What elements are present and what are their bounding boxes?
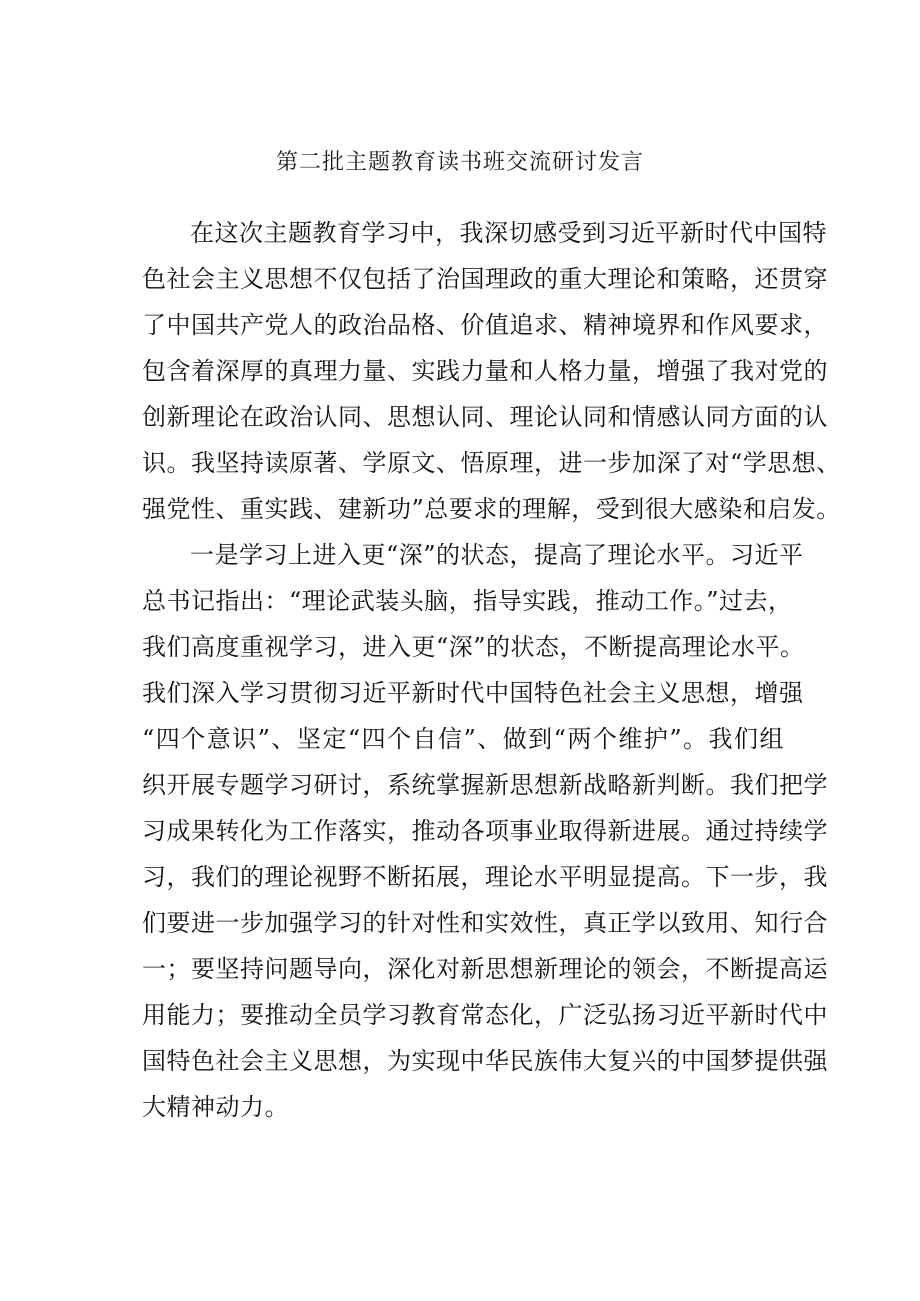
paragraph-line: 创新理论在政治认同、思想认同、理论认同和情感认同方面的认 (142, 403, 828, 431)
paragraph-1 (142, 210, 841, 532)
paragraph-line: 织开展专题学习研讨，系统掌握新思想新战略新判断。我们把学 (142, 771, 828, 799)
paragraph-line: 色社会主义思想不仅包括了治国理政的重大理论和策略，还贯穿 (142, 265, 828, 293)
paragraph-line: 在这次主题教育学习中，我深切感受到习近平新时代中国特 (190, 219, 827, 247)
document-title: 第二批主题教育读书班交流研讨发言 (275, 150, 644, 175)
paragraph-line: 我们深入学习贯彻习近平新时代中国特色社会主义思想，增强 (142, 679, 804, 707)
paragraph-line: 强党性、重实践、建新功”总要求的理解，受到很大感染和启发。 (142, 495, 841, 523)
paragraph-line: 一；要坚持问题导向，深化对新思想新理论的领会，不断提高运 (142, 955, 828, 983)
paragraph-line: 包含着深厚的真理力量、实践力量和人格力量，增强了我对党的 (142, 357, 828, 385)
paragraph-line: 我们高度重视学习，进入更“深”的状态，不断提高理论水平。 (142, 633, 805, 661)
paragraph-line: 们要进一步加强学习的针对性和实效性，真正学以致用、知行合 (142, 909, 828, 937)
paragraph-line: 大精神动力。 (142, 1093, 289, 1121)
paragraph-line: 用能力；要推动全员学习教育常态化，广泛弘扬习近平新时代中 (142, 1001, 828, 1029)
paragraph-line: 国特色社会主义思想，为实现中华民族伟大复兴的中国梦提供强 (142, 1047, 828, 1075)
paragraph-line: 习，我们的理论视野不断拓展，理论水平明显提高。下一步，我 (142, 863, 828, 891)
paragraph-line: 一是学习上进入更“深”的状态，提高了理论水平。习近平 (190, 541, 804, 569)
document-body (142, 210, 841, 1130)
paragraph-2 (142, 532, 828, 1130)
paragraph-line: 了中国共产党人的政治品格、价值追求、精神境界和作风要求， (142, 311, 828, 339)
paragraph-line: 总书记指出：“理论武装头脑，指导实践，推动工作。”过去， (142, 587, 793, 615)
paragraph-line: 习成果转化为工作落实，推动各项事业取得新进展。通过持续学 (142, 817, 828, 845)
paragraph-line: 识。我坚持读原著、学原文、悟原理，进一步加深了对“学思想、 (142, 449, 841, 477)
paragraph-line: “四个意识”、坚定“四个自信”、做到“两个维护”。我们组 (142, 725, 784, 753)
